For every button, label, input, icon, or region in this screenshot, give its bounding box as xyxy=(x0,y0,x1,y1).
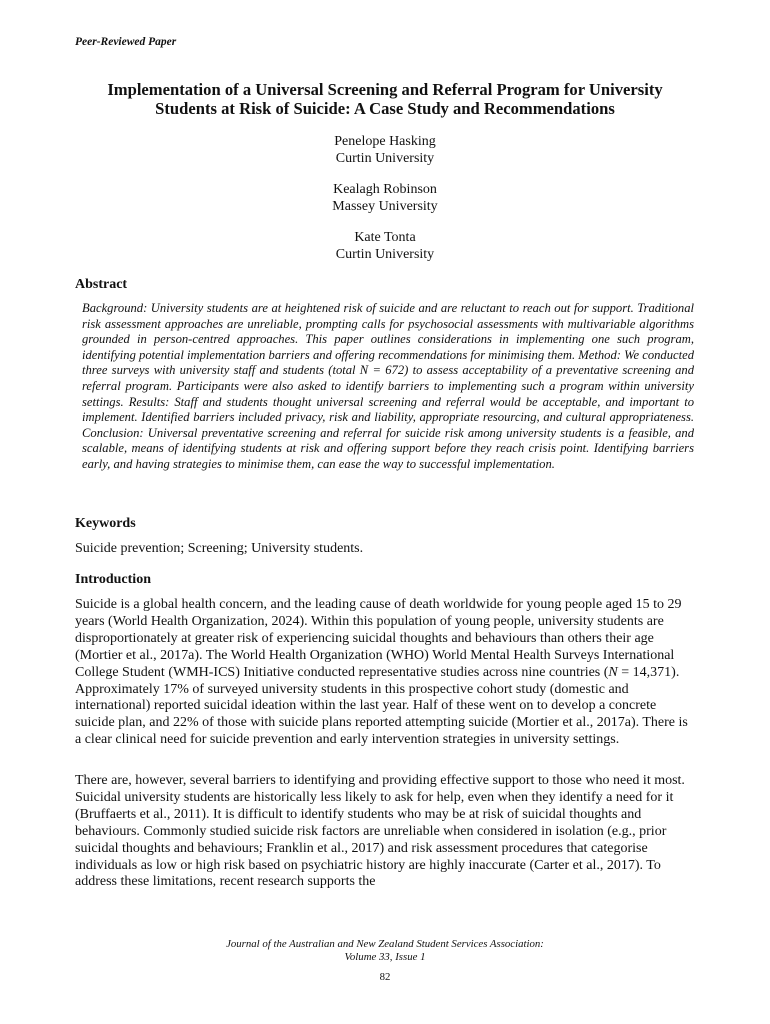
running-head: Peer-Reviewed Paper xyxy=(75,36,177,48)
title-line-2: Students at Risk of Suicide: A Case Study and Recommendations xyxy=(155,99,615,118)
paper-title xyxy=(60,80,710,118)
introduction-paragraph-2: There are, however, several barriers to identifying and providing effective support to those who need it most. Suicidal university students are historically less likely to ask for help, even when they identify a need for it (Bruffaerts et al., 2011). It is difficult to identify students who may be at risk of suicidal thoughts and behaviours. Commonly studied suicide risk factors are unreliable when considered in isolation (e.g., prior suicidal thoughts and behaviours; Franklin et al., 2017) and risk assessment procedures that categorise individuals as low or high risk based on psychiatric history are highly inaccurate (Carter et al., 2017). To address these limitations, recent research supports the xyxy=(75,773,685,890)
author-block-1 xyxy=(0,133,770,167)
author-block-2 xyxy=(0,181,770,215)
keywords-heading: Keywords xyxy=(75,516,136,531)
author-affiliation: Curtin University xyxy=(335,151,435,166)
abstract-text: Background: University students are at heightened risk of suicide and are reluctant to reach out for support. Traditional risk assessment approaches are unreliable, prompting calls for psychosocial assessments with multivariable algorithms grounded in person-centred approaches. This paper outlines considerations in implementing one such program, identifying potential implementation barriers and offering recommendations for minimising them. Method: We conducted three surveys with university staff and students (total N = 672) to assess acceptability of a preventative screening and referral program. Participants were also asked to identify barriers to implementing such a program within university settings. Results: Staff and students thought universal screening and referral would be acceptable, and important to implement. Identified barriers included privacy, risk and liability, appropriate resourcing, and cultural appropriateness. Conclusion: Universal preventative screening and referral for suicide risk among university students is a feasible, and scalable, means of identifying students at risk and offering support before they reach crisis point. Identifying barriers early, and having strategies to minimise them, can ease the way to successful implementation. xyxy=(82,301,694,471)
keywords-text: Suicide prevention; Screening; University students. xyxy=(75,541,364,556)
paragraph-text: = 14,371). Approximately 17% of surveyed university students in this prospective cohort study (domestic and international) reported suicidal ideation within the last year. Half of these went on to develop a concrete suicide plan, and 22% of those with suicide plans reported attempting suicide (Mortier et al., 2017a). There is a clear clinical need for suicide prevention and early intervention strategies in university settings. xyxy=(75,664,688,748)
page-number: 82 xyxy=(379,971,391,983)
introduction-heading: Introduction xyxy=(75,572,151,587)
author-block-3 xyxy=(0,229,770,263)
author-name: Kealagh Robinson xyxy=(333,182,437,197)
sample-size-symbol: N xyxy=(608,664,618,680)
journal-footer xyxy=(0,938,770,964)
author-name: Kate Tonta xyxy=(354,230,416,245)
footer-journal-name: Journal of the Australian and New Zealand Student Services Association: xyxy=(226,938,544,950)
author-affiliation: Curtin University xyxy=(335,247,435,262)
author-name: Penelope Hasking xyxy=(334,134,436,149)
paragraph-text: Suicide is a global health concern, and the leading cause of death worldwide for young people aged 15 to 29 years (World Health Organization, 2024). Within this population of young people, university students are disproportionately at greater risk of experiencing suicidal thoughts and behaviours than others their age (Mortier et al., 2017a). The World Health Organization (WHO) World Mental Health Surveys International College Student (WMH-ICS) Initiative conducted representative studies across nine countries ( xyxy=(75,597,682,680)
footer-volume-issue: Volume 33, Issue 1 xyxy=(344,951,426,963)
introduction-paragraph-1 xyxy=(75,597,691,749)
abstract-heading: Abstract xyxy=(75,277,128,292)
author-affiliation: Massey University xyxy=(332,199,438,214)
title-line-1: Implementation of a Universal Screening and Referral Program for University xyxy=(107,80,663,99)
